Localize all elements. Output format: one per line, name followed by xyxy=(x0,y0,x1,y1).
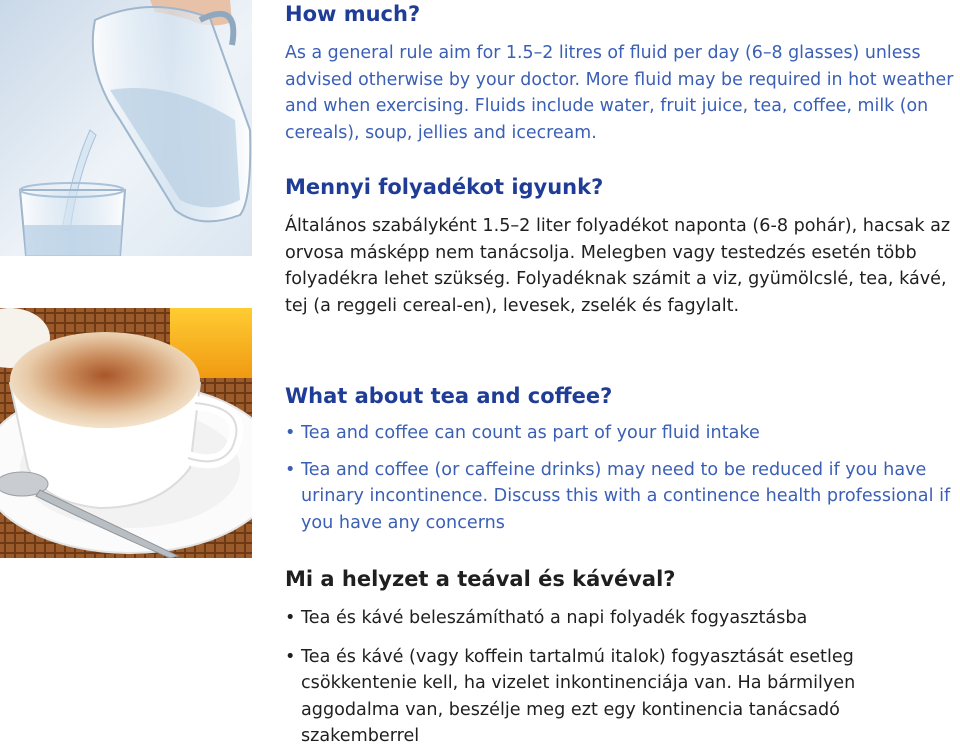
bullet-list xyxy=(285,605,957,750)
section-mennyi xyxy=(285,173,957,319)
section-tea-coffee xyxy=(285,382,957,536)
list-item: • Tea and coffee can count as part of your fluid intake xyxy=(285,420,957,447)
water-pouring-photo xyxy=(0,0,252,256)
list-item: • Tea és kávé (vagy koffein tartalmú italok) fogyasztását esetleg csökkentenie kell, ha vizelet inkontinenciája van. Ha bármilyen aggodalma van, beszélje meg ezt egy kontinencia tanácsadó szakemberrel xyxy=(285,644,957,750)
list-item: • Tea és kávé beleszámítható a napi folyadék fogyasztásba xyxy=(285,605,957,632)
section-heading: Mi a helyzet a teával és kávéval? xyxy=(285,567,676,591)
section-heading: Mennyi folyadékot igyunk? xyxy=(285,175,604,199)
section-body: Általános szabályként 1.5–2 liter folyadékot naponta (6-8 pohár), hacsak az orvosa másképp nem tanácsolja. Melegben vagy testedzés esetén több folyadékra lehet szükség. Folyadéknak számit a viz, gyümölcslé, tea, kávé, tej (a reggeli cereal-en), levesek, zselék és fagylalt. xyxy=(285,216,951,316)
section-heading: How much? xyxy=(285,2,421,26)
cappuccino-photo xyxy=(0,308,252,558)
bullet-list xyxy=(285,420,957,536)
section-heading: What about tea and coffee? xyxy=(285,384,613,408)
section-how-much xyxy=(285,0,957,146)
section-body: As a general rule aim for 1.5–2 litres of fluid per day (6–8 glasses) unless advised otherwise by your doctor. More fluid may be required in hot weather and when exercising. Fluids include water, fruit juice, tea, coffee, milk (on cereals), soup, jellies and icecream. xyxy=(285,43,954,143)
list-item: • Tea and coffee (or caffeine drinks) may need to be reduced if you have urinary incontinence. Discuss this with a continence health professional if you have any concerns xyxy=(285,457,957,537)
section-tea-kave xyxy=(285,565,957,750)
